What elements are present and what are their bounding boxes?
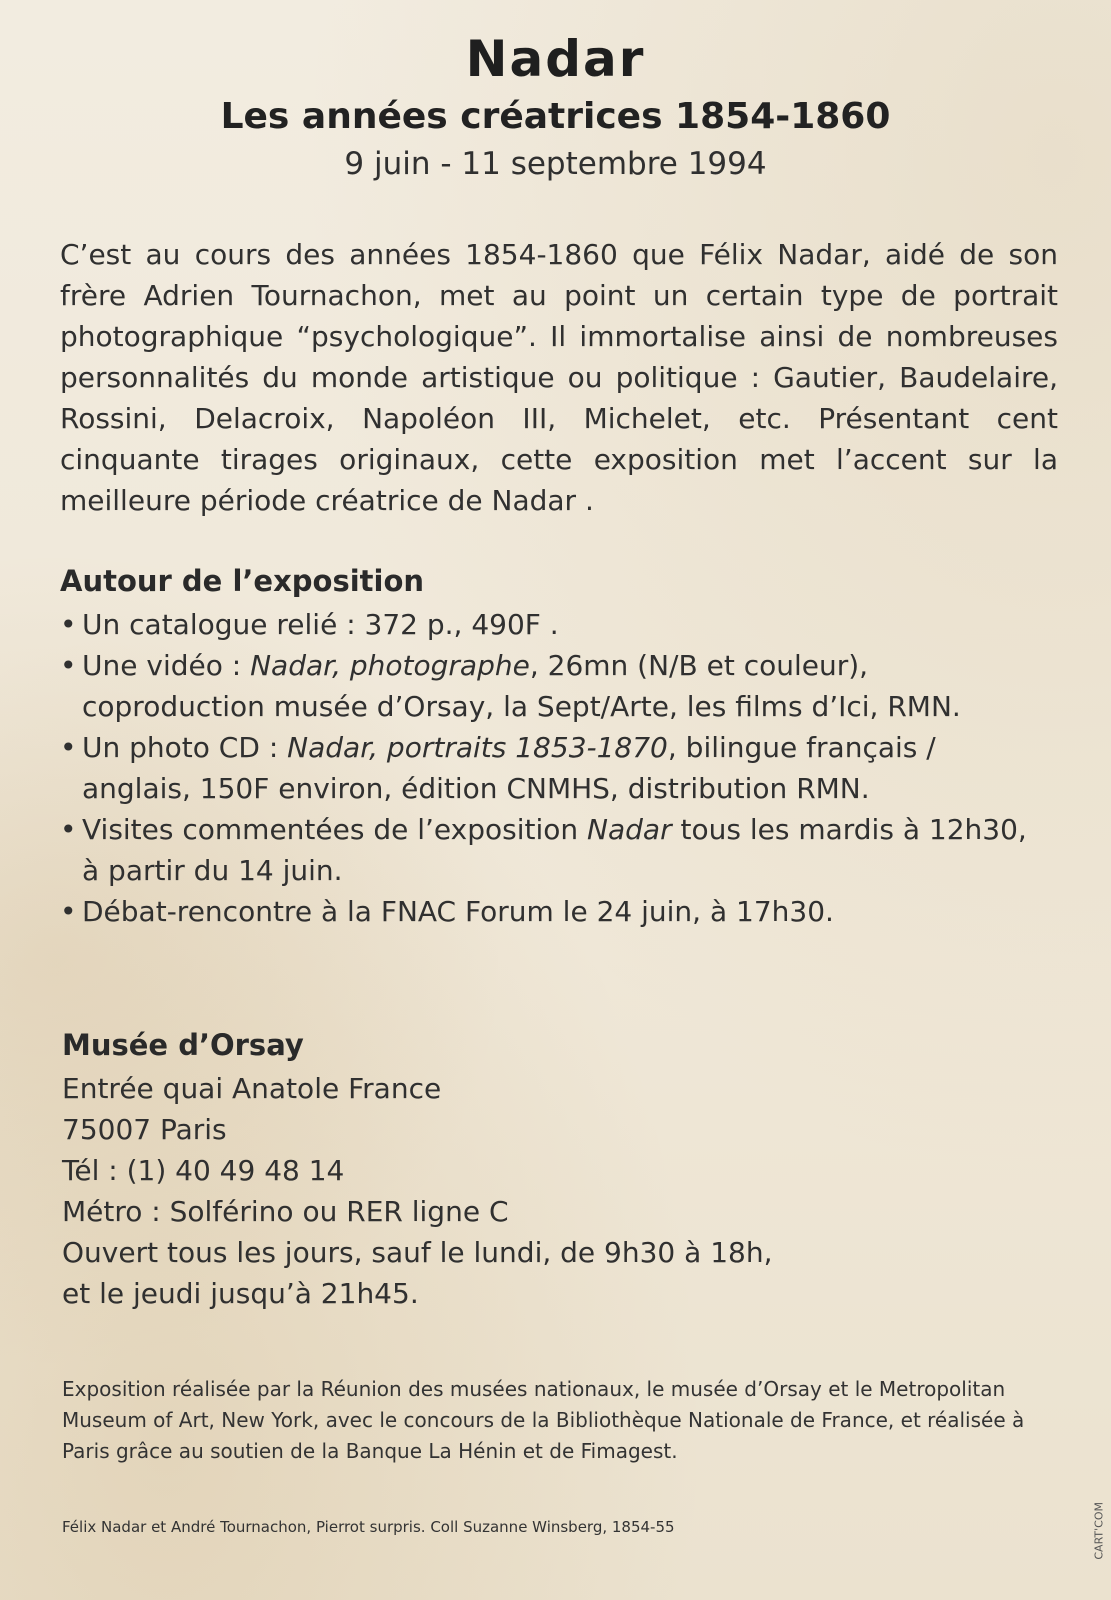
around-heading: Autour de l’exposition bbox=[60, 564, 425, 598]
bullet-icon: • bbox=[60, 649, 77, 682]
hours-line: Ouvert tous les jours, sauf le lundi, de 9h30 à 18h, bbox=[62, 1236, 773, 1269]
item-text-line2: coproduction musée d’Orsay, la Sept/Arte, les films d’Ici, RMN. bbox=[82, 690, 961, 723]
bullet-icon: • bbox=[60, 813, 77, 846]
exhibition-dates: 9 juin - 11 septembre 1994 bbox=[344, 146, 767, 182]
item-text: Un catalogue relié : 372 p., 490F . bbox=[82, 608, 559, 641]
address-line: 75007 Paris bbox=[62, 1113, 227, 1146]
photo-caption: Félix Nadar et André Tournachon, Pierrot surpris. Coll Suzanne Winsberg, 1854-55 bbox=[62, 1518, 675, 1536]
phone-line: Tél : (1) 40 49 48 14 bbox=[62, 1154, 345, 1187]
exhibition-subtitle: Les années créatrices 1854-1860 bbox=[220, 96, 891, 137]
bullet-icon: • bbox=[60, 608, 77, 641]
around-list bbox=[60, 604, 1070, 932]
museum-address bbox=[62, 1068, 772, 1314]
item-text-post: , bilingue français / bbox=[667, 731, 936, 764]
item-text-post: , 26mn (N/B et couleur), bbox=[529, 649, 869, 682]
item-title: Nadar bbox=[587, 813, 672, 846]
page-title: Nadar bbox=[465, 30, 646, 88]
list-item bbox=[60, 604, 1070, 645]
item-text-line2: à partir du 14 juin. bbox=[82, 854, 343, 887]
item-text-post: tous les mardis à 12h30, bbox=[671, 813, 1027, 846]
hours-line: et le jeudi jusqu’à 21h45. bbox=[62, 1277, 419, 1310]
address-line: Entrée quai Anatole France bbox=[62, 1072, 442, 1105]
item-title: Nadar, photographe bbox=[250, 649, 530, 682]
museum-name: Musée d’Orsay bbox=[62, 1028, 304, 1062]
item-text-pre: Une vidéo : bbox=[82, 649, 251, 682]
credits-paragraph: Exposition réalisée par la Réunion des musées nationaux, le musée d’Orsay et le Metropolitan Museum of Art, New York, avec le concours de la Bibliothèque Nationale de France, et réalisée à Paris grâce au soutien de la Banque La Hénin et de Fimagest. bbox=[62, 1377, 1025, 1463]
item-text-line2: anglais, 150F environ, édition CNMHS, distribution RMN. bbox=[82, 772, 870, 805]
item-text-pre: Un photo CD : bbox=[82, 731, 288, 764]
bullet-icon: • bbox=[60, 895, 77, 928]
item-text: Débat-rencontre à la FNAC Forum le 24 juin, à 17h30. bbox=[82, 895, 834, 928]
list-item bbox=[60, 809, 1070, 891]
list-item bbox=[60, 891, 1070, 932]
item-title: Nadar, portraits 1853-1870 bbox=[287, 731, 668, 764]
item-text-pre: Visites commentées de l’exposition bbox=[82, 813, 588, 846]
list-item bbox=[60, 645, 1070, 727]
intro-paragraph: C’est au cours des années 1854-1860 que Félix Nadar, aidé de son frère Adrien Tournachon, met au point un certain type de portrait photographique “psychologique”. Il immortalise ainsi de nombreuses personnalités du monde artistique ou politique : Gautier, Baudelaire, Rossini, Delacroix, Napoléon III, Michelet, etc. Présentant cent cinquante tirages originaux, cette exposition met l’accent sur la meilleure période créatrice de Nadar . bbox=[60, 238, 1058, 517]
publisher-mark: CART'COM bbox=[1093, 1502, 1106, 1560]
metro-line: Métro : Solférino ou RER ligne C bbox=[62, 1195, 509, 1228]
bullet-icon: • bbox=[60, 731, 77, 764]
list-item bbox=[60, 727, 1070, 809]
